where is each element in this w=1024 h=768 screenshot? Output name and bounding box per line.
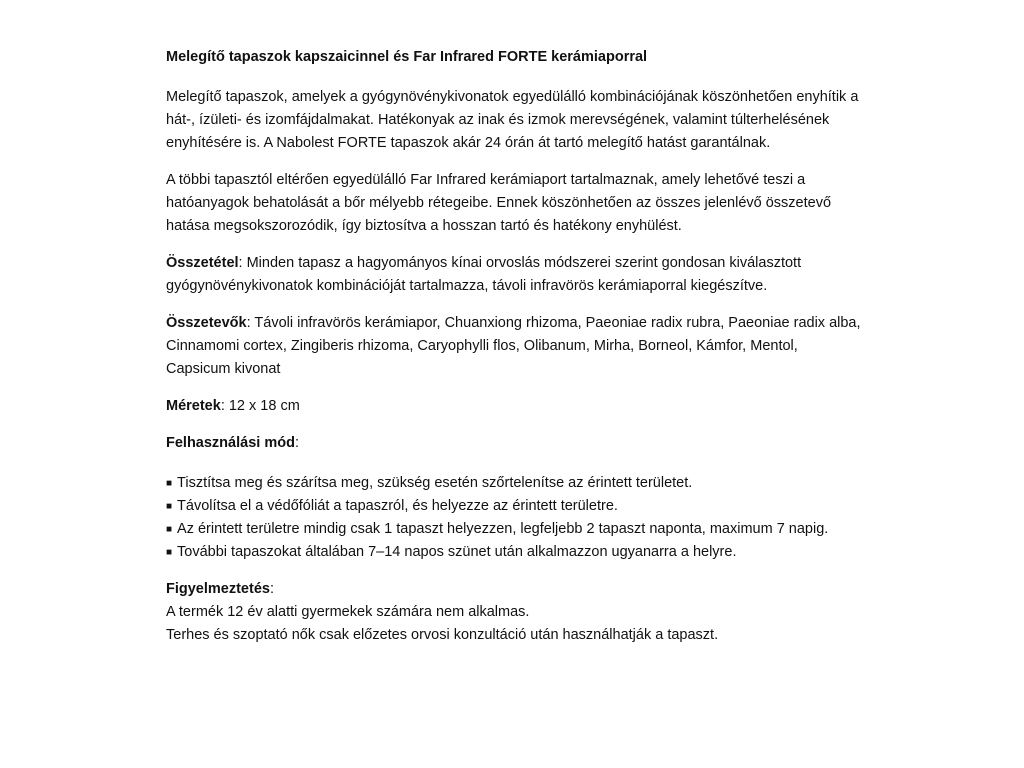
composition-label: Összetétel <box>166 255 239 271</box>
usage-step-text: További tapaszokat általában 7–14 napos szünet után alkalmazzon ugyanarra a helyre. <box>177 544 737 560</box>
bullet-icon: ■ <box>166 478 173 489</box>
usage-step-text: Távolítsa el a védőfóliát a tapaszról, és helyezze az érintett területre. <box>177 498 618 514</box>
list-item <box>166 472 866 495</box>
list-item <box>166 495 866 518</box>
bullet-icon: ■ <box>166 524 173 535</box>
intro-paragraph-1: Melegítő tapaszok, amelyek a gyógynövénykivonatok egyedülálló kombinációjának köszönhetően enyhítik a hát-, ízületi- és izomfájdalmakat. Hatékonyak az inak és izmok merevségének, valamint túlterhelésének enyhítésére is. A Nabolest FORTE tapaszok akár 24 órán át tartó melegítő hatást garantálnak. <box>166 89 859 151</box>
warning-section <box>166 578 866 647</box>
composition-paragraph <box>166 252 866 298</box>
list-item <box>166 518 866 541</box>
warning-line-1: A termék 12 év alatti gyermekek számára nem alkalmas. <box>166 604 530 620</box>
bullet-icon: ■ <box>166 501 173 512</box>
intro-paragraph-2: A többi tapasztól eltérően egyedülálló Far Infrared kerámiaport tartalmaznak, amely lehetővé teszi a hatóanyagok behatolását a bőr mélyebb rétegeibe. Ennek köszönhetően az összes jelenlévő összetevő hatása megsokszorozódik, így biztosítva a hosszan tartó és hatékony enyhülést. <box>166 172 832 234</box>
composition-text: : Minden tapasz a hagyományos kínai orvoslás módszerei szerint gondosan kiválasztott gyógynövénykivonatok kombinációját tartalmazza, távoli infravörös kerámiaporral kiegészítve. <box>166 255 802 294</box>
dimensions-text: : 12 x 18 cm <box>220 398 300 414</box>
dimensions-label: Méretek <box>166 398 221 414</box>
usage-label: Felhasználási mód <box>166 435 295 451</box>
warning-suffix: : <box>269 581 274 597</box>
usage-suffix: : <box>294 435 299 451</box>
ingredients-text: : Távoli infravörös kerámiapor, Chuanxiong rhizoma, Paeoniae radix rubra, Paeoniae radix alba, Cinnamomi cortex, Zingiberis rhizoma, Caryophylli flos, Olibanum, Mirha, Borneol, Kámfor, Mentol, Capsicum kivonat <box>166 315 861 377</box>
list-item <box>166 541 866 564</box>
usage-steps-list <box>166 472 866 564</box>
document-title: Melegítő tapaszok kapszaicinnel és Far Infrared FORTE kerámiaporral <box>166 49 648 65</box>
usage-step-text: Tisztítsa meg és szárítsa meg, szükség esetén szőrtelenítse az érintett területet. <box>177 475 693 491</box>
usage-step-text: Az érintett területre mindig csak 1 tapaszt helyezzen, legfeljebb 2 tapaszt naponta, maximum 7 napig. <box>177 521 829 537</box>
warning-heading <box>166 578 866 601</box>
document-page <box>166 46 866 647</box>
dimensions-paragraph <box>166 395 866 418</box>
bullet-icon: ■ <box>166 547 173 558</box>
ingredients-label: Összetevők <box>166 315 247 331</box>
warning-label: Figyelmeztetés <box>166 581 270 597</box>
warning-line-2: Terhes és szoptató nők csak előzetes orvosi konzultáció után használhatják a tapaszt. <box>166 627 719 643</box>
usage-heading <box>166 432 866 455</box>
ingredients-paragraph <box>166 312 866 381</box>
